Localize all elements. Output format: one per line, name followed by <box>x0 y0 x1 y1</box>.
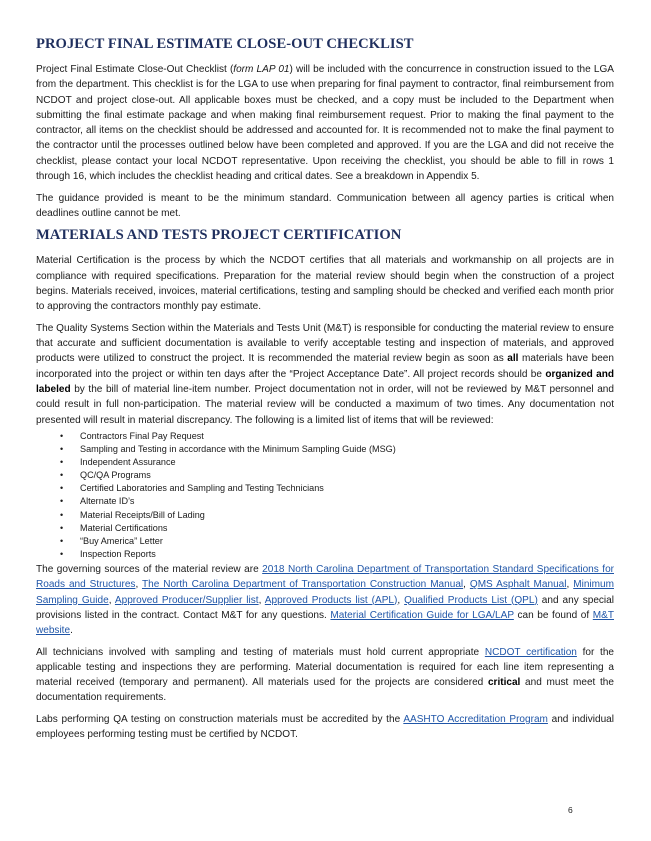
link-qms-asphalt-manual[interactable]: QMS Asphalt Manual <box>469 579 567 591</box>
list-item: • Sampling and Testing in accordance with the Minimum Sampling Guide (MSG) <box>80 443 614 456</box>
labs-paragraph <box>36 712 614 743</box>
link-standard-specifications[interactable]: 2018 North Carolina Department of Transportation Standard Specifications for Roads and Structures <box>36 563 614 591</box>
text-run: , <box>135 579 142 591</box>
list-item: • Material Certifications <box>80 522 614 535</box>
emphasis-all: all <box>507 353 519 365</box>
section-heading-materials-tests: MATERIALS AND TESTS PROJECT CERTIFICATION <box>36 227 402 244</box>
text-run: The Quality Systems Section within the Materials and Tests Unit (M&T) is responsible for conducting the material review to ensure that accurate and sufficient documentation is available to verify acceptable testing and inspection of materials, and approved products were utilized to construct the project. It is recommended the material review begin as soon as <box>36 322 614 365</box>
text-run: . <box>70 625 73 637</box>
guidance-paragraph: The guidance provided is meant to be the minimum standard. Communication between all agency parties is critical when deadlines outline cannot be met. <box>36 192 614 219</box>
technicians-paragraph <box>36 645 614 706</box>
list-item: • Contractors Final Pay Request <box>80 430 614 443</box>
quality-systems-paragraph <box>36 321 614 428</box>
text-run: and any special provisions listed in the contract. Contact M&T for any questions. <box>36 594 614 621</box>
page-number: 6 <box>568 805 573 815</box>
governing-sources-paragraph <box>36 562 614 638</box>
material-certification-paragraph: Material Certification is the process by which the NCDOT certifies that all materials and workmanship on all projects are in compliance with required specifications. Preparation for the material review should begin when the construction of a project begins. Materials received, invoices, material certifications, testing and sampling should be checked and verified each month prior to approving the contractors monthly pay estimate. <box>36 255 614 313</box>
text-run: , <box>397 594 405 606</box>
text-run: Labs performing QA testing on construction materials must be accredited by the <box>36 713 404 725</box>
link-minimum-sampling-guide[interactable]: Minimum Sampling Guide <box>36 579 614 606</box>
link-ncdot-certification[interactable]: NCDOT certification <box>484 646 577 658</box>
list-item: • Independent Assurance <box>80 456 614 469</box>
list-item: • “Buy America” Letter <box>80 535 614 548</box>
emphasis-critical: critical <box>487 677 521 689</box>
review-items-list <box>36 430 614 561</box>
text-run: Project Final Estimate Close-Out Checklist ( <box>36 64 234 75</box>
section-heading-closeout-checklist: PROJECT FINAL ESTIMATE CLOSE-OUT CHECKLIST <box>36 36 414 52</box>
document-page <box>36 34 614 749</box>
text-run: by the bill of material line-item number. Project documentation not in order, will not be reviewed by M&T personnel and could result in full non-participation. The material review will be conducted a maximum of two times. Any documentation not presented will result in material discrepancy. The following is a limited list of items that will be reviewed: <box>36 383 614 426</box>
list-item: • Certified Laboratories and Sampling and Testing Technicians <box>80 482 614 495</box>
closeout-checklist-paragraph <box>36 62 614 184</box>
link-qualified-products-list[interactable]: Qualified Products List (QPL) <box>404 594 538 606</box>
text-run: for the applicable testing and inspections they are performing. Material documentation is required for each line item representing a material received (temporary and permanent). All materials used for the projects are considered <box>36 646 614 689</box>
text-run: , <box>258 594 265 606</box>
text-run: , <box>108 594 115 606</box>
text-run: and must meet the documentation requirements. <box>36 677 614 704</box>
text-run: The governing sources of the material review are <box>36 563 263 575</box>
link-approved-producer-list[interactable]: Approved Producer/Supplier list <box>114 594 259 606</box>
text-run: materials have been incorporated into the project or within ten days after the “Project Acceptance Date”. All project records should be <box>36 353 614 380</box>
text-run: , <box>566 579 574 591</box>
text-run: All technicians involved with sampling and testing of materials must hold current appropriate <box>36 646 485 658</box>
text-run: , <box>463 579 470 591</box>
link-construction-manual[interactable]: The North Carolina Department of Transportation Construction Manual <box>141 579 464 591</box>
list-item: • Alternate ID’s <box>80 495 614 508</box>
text-run: ) will be included with the concurrence in construction issued to the LGA from the department. This checklist is for the LGA to use when preparing for final payment to contractor, final reimbursement from NCDOT and project close-out. All applicable boxes must be checked, and a copy must be included to the Department when submitting the final estimate package and when making final reimbursement request. Prior to making the final payment to the contractor, all items on the checklist should be addressed and accounted for. It is recommended not to make the final payment to the contractor until the processes outlined below have been completed and approved. If you are the LGA and did not receive the checklist, please contact your local NCDOT representative. Upon receiving the checklist, you should be able to fill in rows 1 through 16, which includes the checklist heading and critical dates. See a breakdown in Appendix 5. <box>36 64 615 183</box>
form-reference: form LAP 01 <box>233 64 290 75</box>
link-mt-website[interactable]: M&T website <box>36 609 614 637</box>
list-item: • Inspection Reports <box>80 548 614 561</box>
link-aashto-accreditation[interactable]: AASHTO Accreditation Program <box>403 713 548 725</box>
list-item: • QC/QA Programs <box>80 469 614 482</box>
link-approved-products-list[interactable]: Approved Products list (APL) <box>264 594 398 606</box>
emphasis-organized: organized and labeled <box>36 368 615 395</box>
text-run: and individual employees performing testing must be certified by NCDOT. <box>36 713 614 741</box>
list-item: • Material Receipts/Bill of Lading <box>80 509 614 522</box>
text-run: can be found of <box>513 609 593 621</box>
link-material-certification-guide[interactable]: Material Certification Guide for LGA/LAP <box>330 609 514 621</box>
